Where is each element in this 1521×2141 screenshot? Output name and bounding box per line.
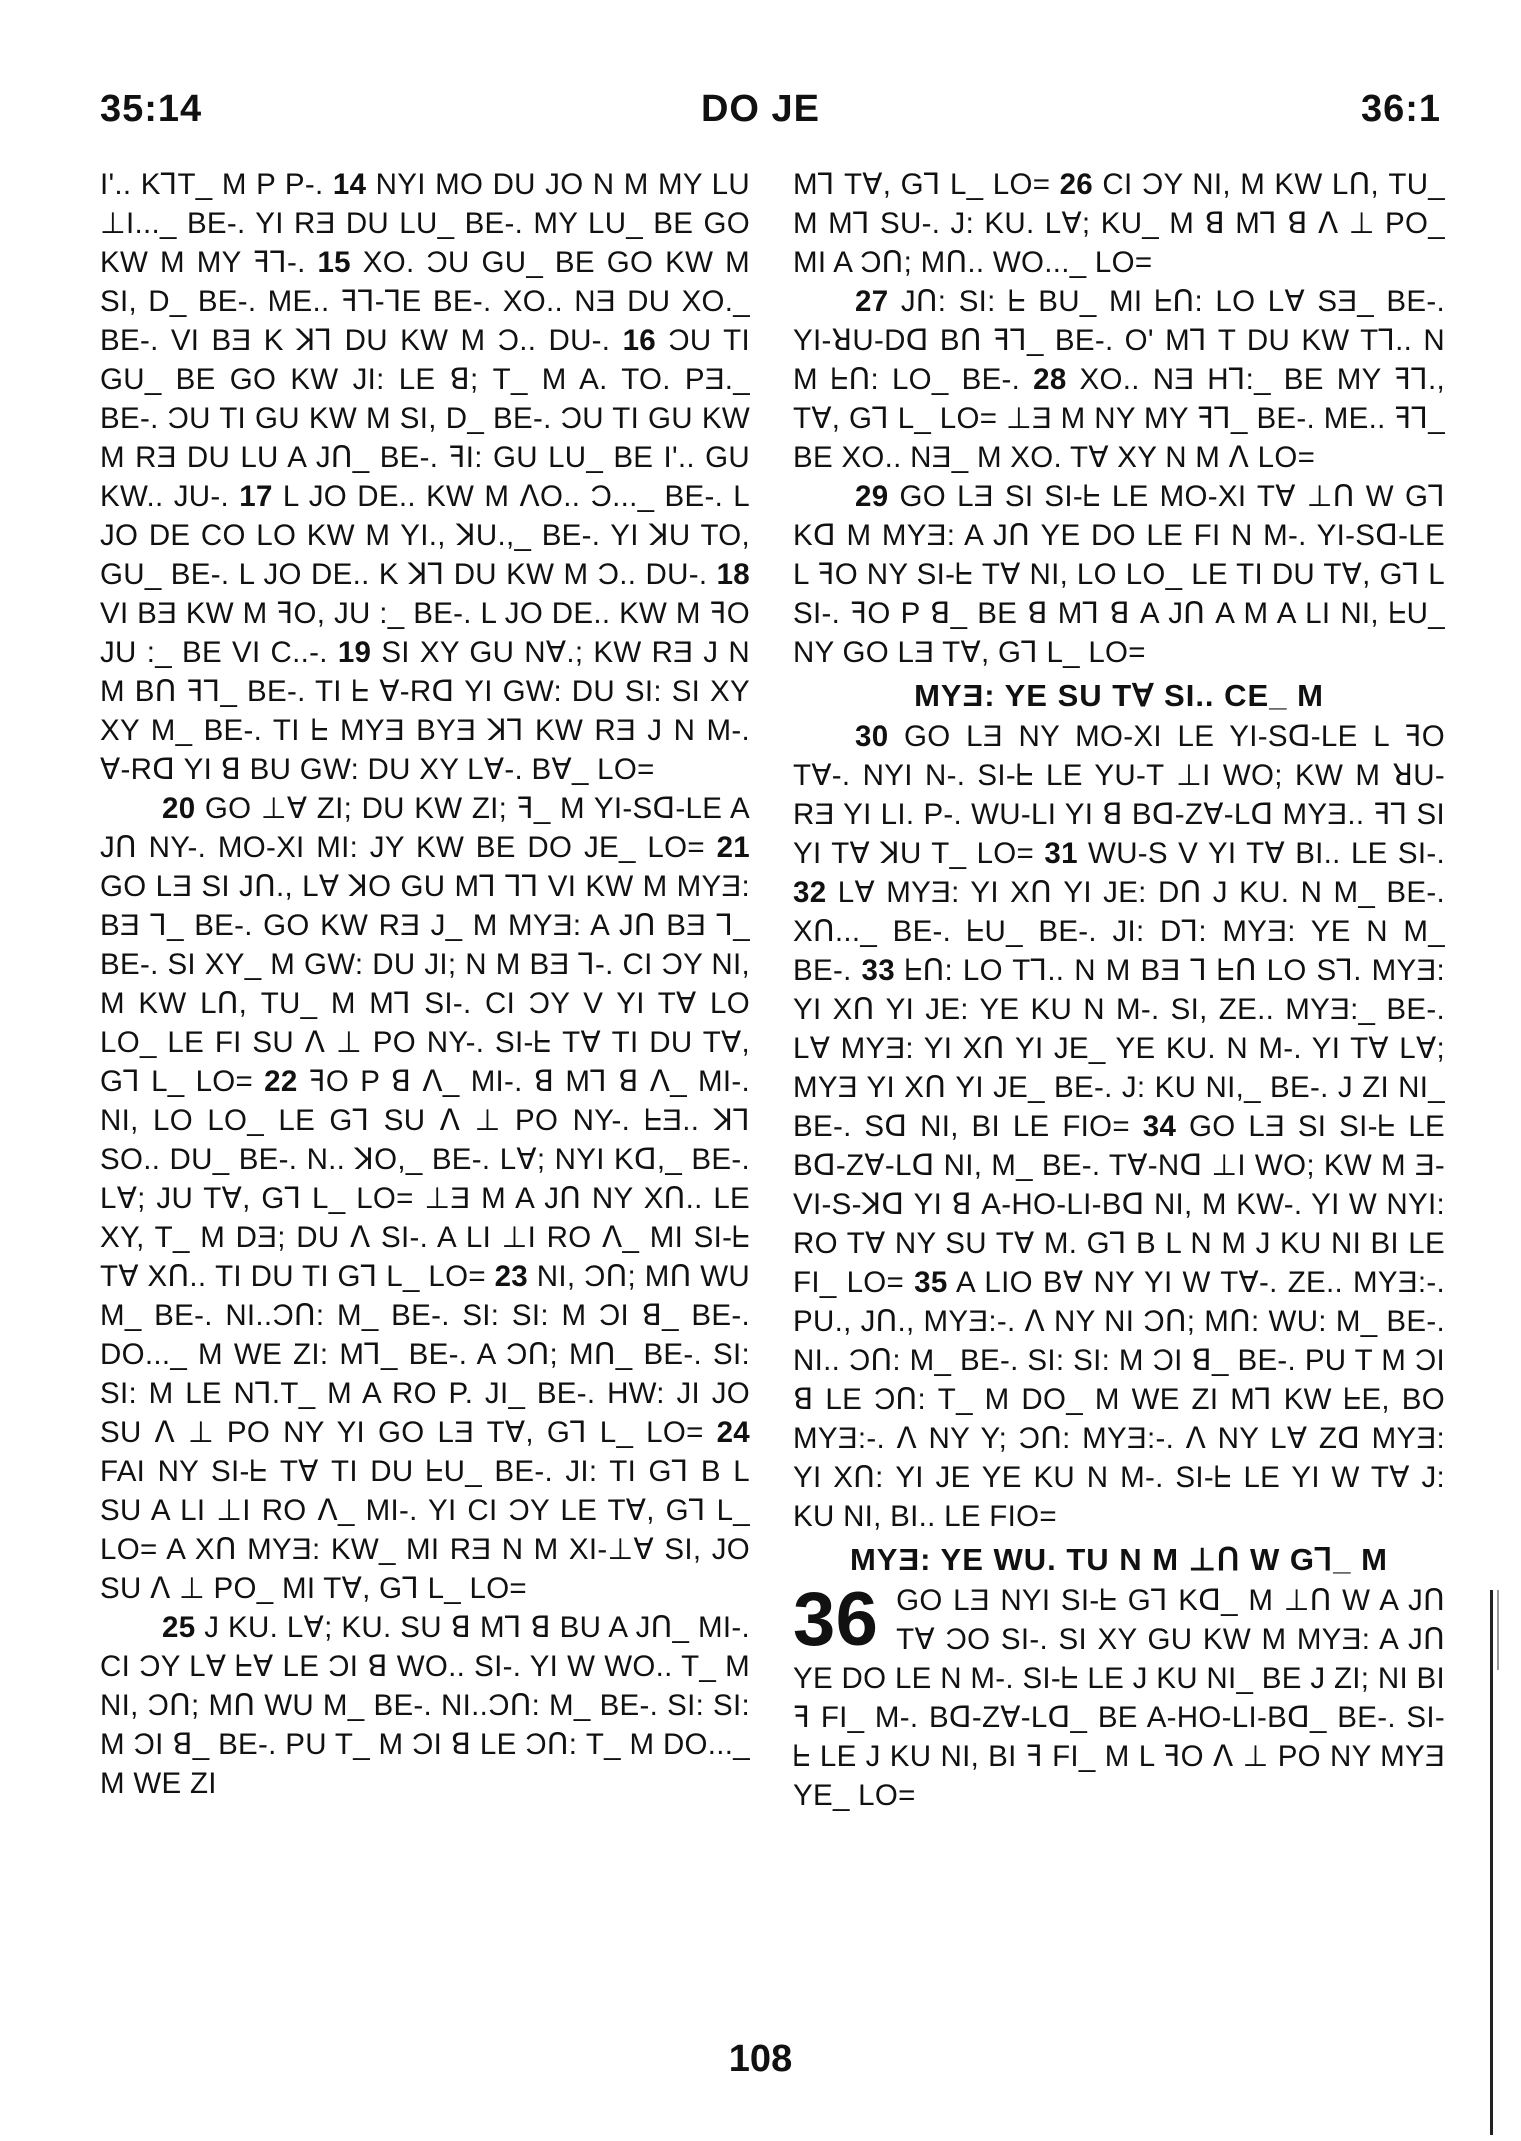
verse-text: SI XY GU Nꓯ.; KW RƎ J N M Bꓵ ꟻꓶ_ BE-. TI ᖶ ꓯ-Rꓷ YI GW: DU SI: SI XY XY M_ BE-. TI ᖶ MYƎ BYƎ ꓘꓶ KW RƎ J N M-. ꓯ-Rꓷ YI ꓭ BU GW: DU XY Lꓯ-. Bꓯ_ LO=	[100, 636, 750, 786]
verse-number: 16	[622, 324, 656, 357]
paragraph	[793, 165, 1445, 282]
paragraph	[793, 717, 1445, 1536]
verse-number: 29	[855, 480, 889, 513]
verse-text: GO LƎ SI Jꓵ., Lꓯ ꓘO GU Mꓶ ꓶꓶ VI KW M MYƎ: BƎ ꓶ_ BE-. GO KW RƎ J_ M MYƎ: A Jꓵ BƎ ꓶ_ BE-. SI XY_ M GW: DU JI; N M BƎ ꓶ-. CI ƆY NI, M KW Lꓵ, TU_ M Mꓶ SI-. CI ƆY V YI Tꓯ LO LO_ LE FI SU ꓥ ⊥ PO NY-. SI-ᖶ Tꓯ TI DU Tꓯ, Gꓶ L_ LO=	[100, 870, 750, 1098]
header-left-reference: 35:14	[100, 88, 203, 130]
chapter-block	[793, 1577, 1445, 1815]
paragraph	[793, 282, 1445, 477]
right-column-part-a	[793, 165, 1445, 672]
verse-text: GO LƎ SI SI-ᖶ LE Bꓷ-Zꓯ-Lꓷ NI, M_ BE-. Tꓯ-Nꓷ ⊥I WO; KW M Ǝ-VI-S-ꓘꓷ YI ꓭ A-HO-LI-Bꓷ NI, M KW-. YI W NYI: RO Tꓯ NY SU Tꓯ M. Gꓶ B L N M J KU NI BI LE FI_ LO=	[793, 1110, 1445, 1299]
verse-text: VI BƎ KW M ꟻO, JU :_ BE-. L JO DE.. KW M ꟻO JU :_ BE VI C..-.	[100, 597, 750, 669]
verse-text: ᖶꓵ: LO Tꓶ.. N M BƎ ꓶ ᖶꓵ LO Sꓶ. MYƎ: YI Xꓵ YI JE: YE KU N M-. SI, ZE.. MYƎ:_ BE-. Lꓯ MYƎ: YI Xꓵ YI JE_ YE KU. N M-. YI Tꓯ Lꓯ; MYƎ YI Xꓵ YI JE_ BE-. J: KU NI,_ BE-. J ZI NI_ BE-. Sꓷ NI, BI LE FIO=	[793, 954, 1445, 1143]
verse-number: 18	[716, 558, 750, 591]
verse-text: Lꓯ MYƎ: YI Xꓵ YI JE: Dꓵ J KU. N M_ BE-. Xꓵ..._ BE-. ᖶU_ BE-. JI: Dꓶ: MYƎ: YE N M_ BE-.	[793, 876, 1445, 987]
verse-text: FAI NY SI-ᖶ Tꓯ TI DU ᖶU_ BE-. JI: TI Gꓶ B L SU A LI ⊥I RO ꓥ_ MI-. YI CI ƆY LE Tꓯ, Gꓶ L_ LO= A Xꓵ MYƎ: KW_ MI RƎ N M XI-⊥ꓯ SI, JO SU ꓥ ⊥ PO_ MI Tꓯ, Gꓶ L_ LO=	[100, 1455, 750, 1605]
verse-number: 32	[793, 876, 827, 909]
left-column	[100, 165, 750, 1803]
verse-number: 15	[317, 246, 351, 279]
verse-text: GO LƎ SI SI-ᖶ LE MO-XI Tꓯ ⊥ꓵ W Gꓶ Kꓷ M MYƎ: A Jꓵ YE DO LE FI N M-. YI-Sꓷ-LE L ꟻO NY SI-ᖶ Tꓯ NI, LO LO_ LE TI DU Tꓯ, Gꓶ L SI-. ꟻO P ꓭ_ BE ꓭ Mꓶ ꓭ A Jꓵ A M A LI NI, ᖶU_ NY GO LƎ Tꓯ, Gꓶ L_ LO=	[793, 480, 1445, 669]
verse-text: L JO DE.. KW M ꓥO.. Ɔ..._ BE-. L JO DE CO LO KW M YI., ꓘU.,_ BE-. YI ꓘU TO, GU_ BE-. L JO DE.. K ꓘꓶ DU KW M Ɔ.. DU-.	[100, 480, 751, 591]
verse-text: A LIO Bꓯ NY YI W Tꓯ-. ZE.. MYƎ:-. PU., Jꓵ., MYƎ:-. ꓥ NY NI Ɔꓵ; Mꓵ: WU: M_ BE-. NI.. Ɔꓵ: M_ BE-. SI: SI: M ƆI ꓭ_ BE-. PU T M ƆI ꓭ LE Ɔꓵ: T_ M DO_ M WE ZI Mꓶ KW ᖶE, BO MYƎ:-. ꓥ NY Y; Ɔꓵ: MYƎ:-. ꓥ NY Lꓯ Zꓷ MYƎ: YI Xꓵ: YI JE YE KU N M-. SI-ᖶ LE YI W Tꓯ J: KU NI, BI.. LE FIO=	[793, 1266, 1446, 1533]
paragraph	[100, 165, 750, 789]
verse-text: GO LƎ NY MO-XI LE YI-Sꓷ-LE L ꟻO Tꓯ-. NYI N-. SI-ᖶ LE YU-T ⊥I WO; KW M ꓤU-RƎ YI LI. P-. WU-LI YI ꓭ Bꓷ-Zꓯ-Lꓷ MYƎ.. ꟻꓶ SI YI Tꓯ ꓘU T_ LO=	[793, 720, 1445, 870]
verse-text: WU-S V YI Tꓯ BI.. LE SI-.	[1077, 837, 1445, 870]
verse-number: 33	[861, 954, 895, 987]
verse-text: NI, Ɔꓵ; Mꓵ WU M_ BE-. NI..Ɔꓵ: M_ BE-. SI: SI: M ƆI ꓭ_ BE-. DO..._ M WE ZI: Mꓶ_ BE-. A Ɔꓵ; Mꓵ_ BE-. SI: SI: M LE Nꓶ.T_ M A RO P. JI_ BE-. HW: JI JO SU ꓥ ⊥ PO NY YI GO LƎ Tꓯ, Gꓶ L_ LO=	[100, 1260, 750, 1449]
verse-text: XO.. NƎ Hꓶ:_ BE MY ꟻꓶ., Tꓯ, Gꓶ L_ LO= ⊥Ǝ M NY MY ꟻꓶ_ BE-. ME.. ꟻꓶ_ BE XO.. NƎ_ M XO. Tꓯ XY N M ꓥ LO=	[793, 363, 1446, 474]
verse-number: 35	[914, 1266, 948, 1299]
verse-number: 21	[716, 831, 750, 864]
right-column	[793, 165, 1445, 1815]
verse-number: 17	[239, 480, 273, 513]
scan-edge-line	[1490, 1590, 1493, 2135]
chapter-number: 36	[793, 1577, 879, 1662]
paragraph	[793, 477, 1445, 672]
verse-text: ꟻO P ꓭ ꓥ_ MI-. ꓭ Mꓶ ꓭ ꓥ_ MI-. NI, LO LO_ LE Gꓶ SU ꓥ ⊥ PO NY-. ᖶƎ.. ꓘꓶ SO.. DU_ BE-. N.. ꓘO,_ BE-. Lꓯ; NYI Kꓷ,_ BE-. Lꓯ; JU Tꓯ, Gꓶ L_ LO= ⊥Ǝ M A Jꓵ NY Xꓵ.. LE XY, T_ M DƎ; DU ꓥ SI-. A LI ⊥I RO ꓥ_ MI SI-ᖶ Tꓯ Xꓵ.. TI DU TI Gꓶ L_ LO=	[100, 1065, 750, 1293]
right-column-part-b	[793, 717, 1445, 1536]
verse-number: 23	[494, 1260, 529, 1293]
verse-text: ƆU TI GU_ BE GO KW JI: LE ꓭ; T_ M A. TO. PƎ._ BE-. ƆU TI GU KW M SI, D_ BE-. ƆU TI GU KW M RƎ DU LU A Jꓵ_ BE-. ꟻI: GU LU_ BE I'.. GU KW.. JU-.	[100, 324, 750, 513]
verse-text: GO ⊥ꓯ ZI; DU KW ZI; ꟻ_ M YI-Sꓷ-LE A Jꓵ NY-. MO-XI MI: JY KW BE DO JE_ LO=	[100, 792, 750, 864]
page-number: 108	[728, 2038, 793, 2080]
verse-number: 31	[1044, 837, 1078, 870]
header-right-reference: 36:1	[1360, 88, 1441, 130]
paragraph	[100, 789, 750, 1608]
verse-text: I'.. KꓶT_ M P P-.	[100, 168, 333, 201]
header-book-title: DO JE	[700, 88, 821, 130]
verse-text: Mꓶ Tꓯ, Gꓶ L_ LO=	[793, 168, 1060, 201]
verse-text: NYI MO DU JO N M MY LU ⊥I..._ BE-. YI RƎ DU LU_ BE-. MY LU_ BE GO KW M MY ꟻꓶ-.	[100, 168, 750, 279]
verse-text: XO. ƆU GU_ BE GO KW M SI, D_ BE-. ME.. ꟻꓶ-ꓶE BE-. XO.. NƎ DU XO._ BE-. VI BƎ K ꓘꓶ DU KW M Ɔ.. DU-.	[100, 246, 750, 357]
verse-number: 24	[716, 1416, 750, 1449]
section-heading: MYƎ: YE WU. TU N M ⊥ꓵ W Gꓶ_ M	[849, 1542, 1388, 1577]
verse-number: 25	[162, 1611, 196, 1644]
verse-number: 19	[337, 636, 372, 669]
right-column-part-c	[793, 1577, 1445, 1815]
verse-text: GO LƎ NYI SI-ᖶ Gꓶ Kꓷ_ M ⊥ꓵ W A Jꓵ Tꓯ ƆO SI-. SI XY GU KW M MYƎ: A Jꓵ YE DO LE N M-. SI-ᖶ LE J KU NI_ BE J ZI; NI BI ꟻ FI_ M-. Bꓷ-Zꓯ-Lꓷ_ BE A-HO-LI-Bꓷ_ BE-. SI-ᖶ LE J KU NI, BI ꟻ FI_ M L ꟻO ꓥ ⊥ PO NY MYƎ YE_ LO=	[793, 1584, 1445, 1812]
scan-edge-mark	[1497, 1590, 1499, 1670]
paragraph	[793, 1577, 1445, 1815]
verse-text: CI ƆY NI, M KW Lꓵ, TU_ M Mꓶ SU-. J: KU. Lꓯ; KU_ M ꓭ Mꓶ ꓭ ꓥ ⊥ PO_ MI A Ɔꓵ; Mꓵ.. WO..._ LO=	[793, 168, 1446, 279]
verse-number: 20	[162, 792, 196, 825]
verse-number: 22	[264, 1065, 298, 1098]
verse-number: 27	[855, 285, 889, 318]
verse-number: 14	[332, 168, 367, 201]
verse-number: 34	[1142, 1110, 1177, 1143]
paragraph	[100, 1608, 750, 1803]
section-heading: MYƎ: YE SU Tꓯ SI.. CE_ M	[914, 678, 1324, 713]
verse-number: 28	[1033, 363, 1067, 396]
verse-number: 30	[855, 720, 889, 753]
verse-text: J KU. Lꓯ; KU. SU ꓭ Mꓶ ꓭ BU A Jꓵ_ MI-. CI ƆY Lꓯ ᖶꓯ LE ƆI ꓭ WO.. SI-. YI W WO.. T_ M NI, Ɔꓵ; Mꓵ WU M_ BE-. NI..Ɔꓵ: M_ BE-. SI: SI: M ƆI ꓭ_ BE-. PU T_ M ƆI ꓭ LE Ɔꓵ: T_ M DO..._ M WE ZI	[100, 1611, 750, 1800]
verse-number: 26	[1059, 168, 1094, 201]
verse-text: Jꓵ: SI: ᖶ BU_ MI ᖶꓵ: LO Lꓯ SƎ_ BE-. YI-ꓤU-Dꓷ Bꓵ ꟻꓶ_ BE-. O' Mꓶ T DU KW Tꓶ.. N M ᖶꓵ: LO_ BE-.	[793, 285, 1445, 396]
